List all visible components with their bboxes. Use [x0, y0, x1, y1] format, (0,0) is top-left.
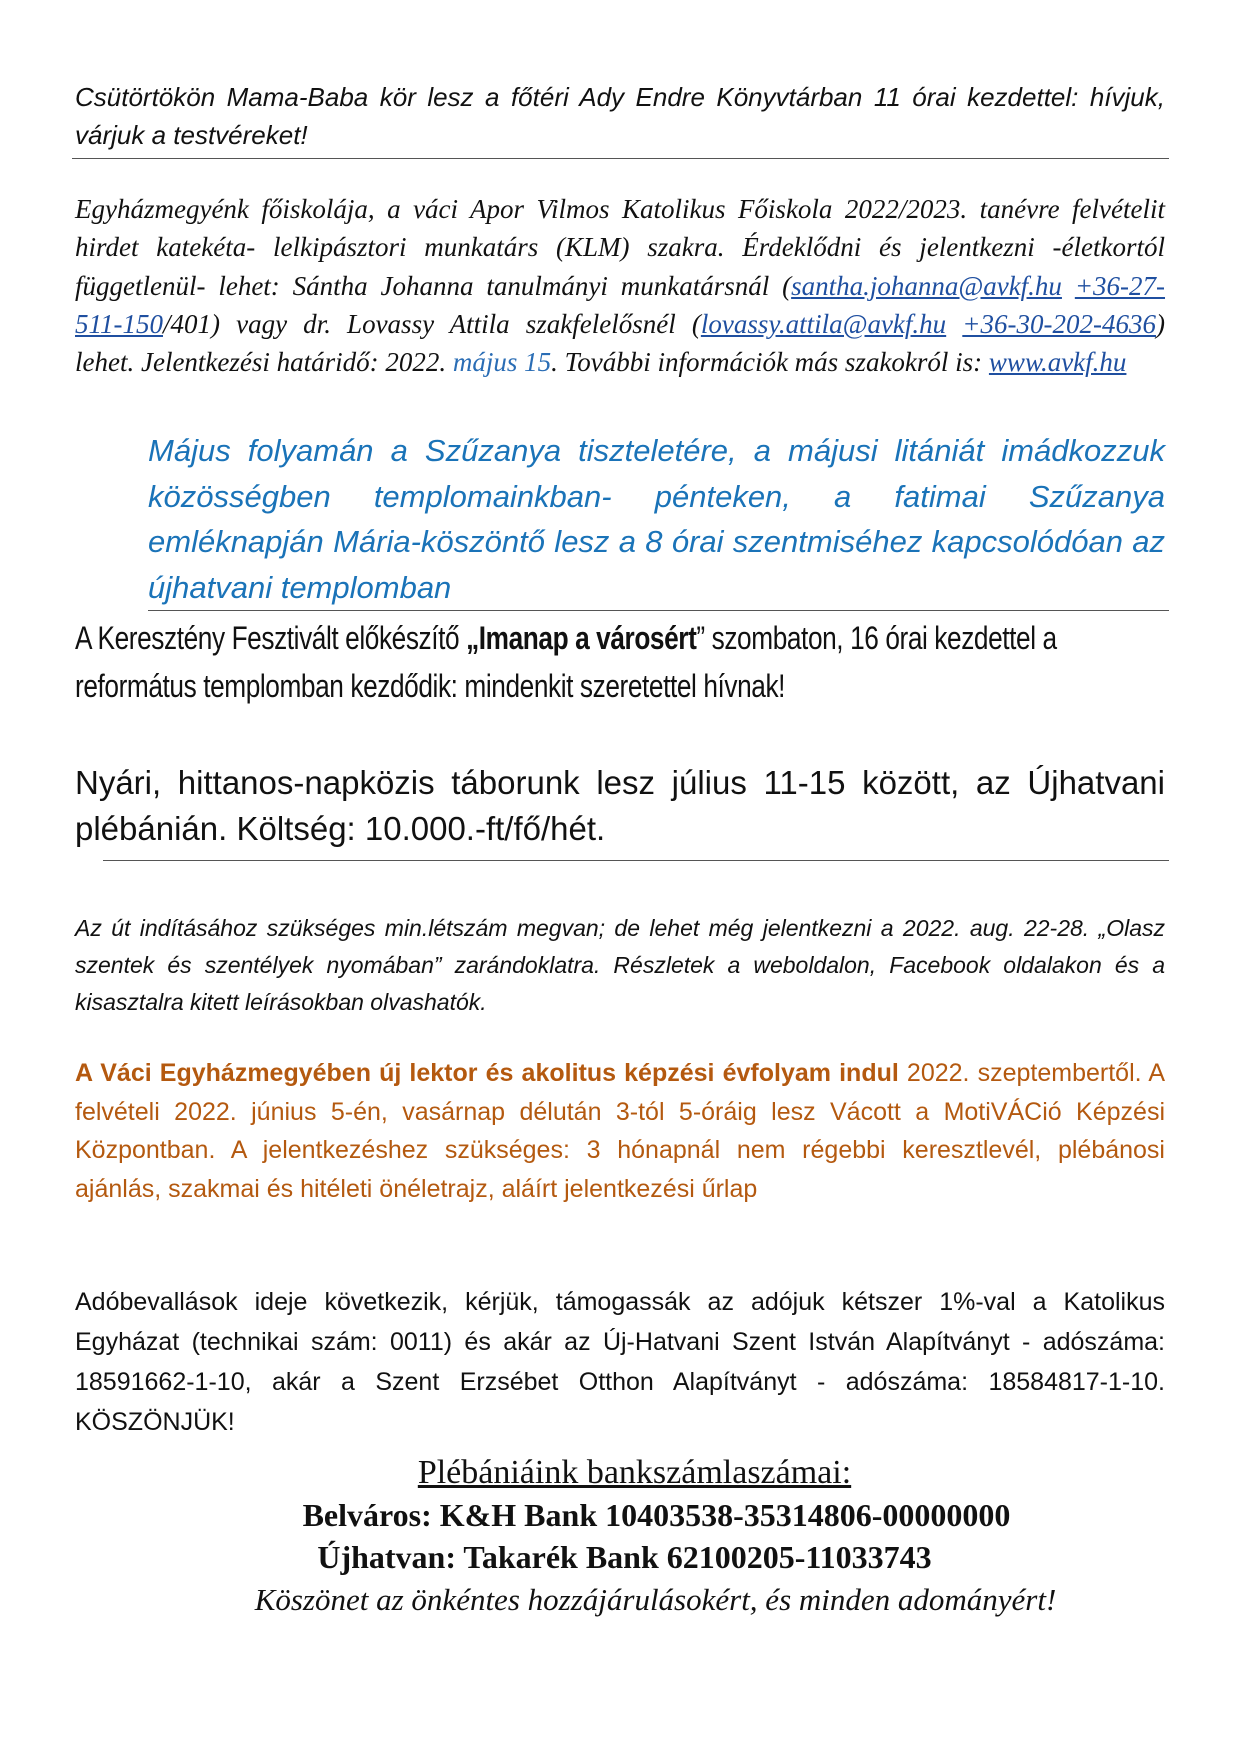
email-link-santha[interactable]: santha.johanna@avkf.hu — [791, 270, 1062, 301]
bank-title: Plébániáink bankszámlaszámai: — [417, 1454, 852, 1491]
bank-account-belvaros: Belváros: K&H Bank 10403538-35314806-00000000 — [302, 1497, 1011, 1533]
bank-account-ujhatvan: Újhatvan: Takarék Bank 62100205-11033743 — [317, 1539, 932, 1575]
email-link-lovassy[interactable]: lovassy.attila@avkf.hu — [700, 308, 947, 339]
phone-link-santha[interactable]: +36-27-511-150 — [75, 270, 1166, 339]
zarandoklat-announcement: Az út indításához szükséges min.létszám megvan; de lehet még jelentkezni a 2022. aug. 22-28. „Olasz szentek és szentélyek nyomában” zarándoklatra. Részletek a weboldalon, Facebook oldalakon és a kisasztalra kitett leírásokban olvashatók. — [75, 915, 1165, 1015]
majus-announcement: Május folyamán a Szűzanya tiszteletére, a májusi litániát imádkozzuk közösségben templomainkban- pénteken, a fatimai Szűzanya emléknapján Mária-köszöntő lesz a 8 órai szentmiséhez kapcsolódóan az újhatvani templomban — [148, 433, 1165, 605]
tabor-announcement: Nyári, hittanos-napközis táborunk lesz július 11-15 között, az Újhatvani plébánián. Költség: 10.000.-ft/fő/hét. — [75, 764, 1165, 847]
lektor-headline: A Váci Egyházmegyében új lektor és akolitus képzési évfolyam indul — [75, 1059, 899, 1087]
divider — [148, 610, 1169, 611]
foiskola-text: Egyházmegyénk főiskolája, a váci Apor Vilmos Katolikus Főiskola 2022/2023. tanévre felvételit hirdet katekéta- lelkipásztori munkatárs (KLM) szakra. Érdeklődni és jelentkezni -életkortól függetlenül- lehet: Sántha Johanna tanulmányi munkatársnál ( — [75, 194, 1165, 301]
deadline-date: május 15 — [452, 347, 552, 378]
lektor-text: 2022. szeptembertől. A felvételi 2022. június 5-én, vasárnap délután 3-tól 5-óráig lesz Vácott a MotiVÁCió Képzési Központban. A jelentkezéshez szükséges: 3 hónapnál nem régebbi keresztlevél, plébánosi ajánlás, szakmai és hitéleti önéletrajz, aláírt jelentkezési űrlap — [75, 1059, 1165, 1203]
foiskola-text: . További információk más szakokról is: — [551, 347, 989, 378]
foiskola-announcement — [75, 190, 1165, 381]
imanap-announcement — [75, 614, 1166, 710]
foiskola-text: ) lehet. Jelentkezési határidő: 2022. — [75, 308, 1165, 378]
divider — [103, 860, 1169, 861]
imanap-title: „Imanap a városért — [466, 620, 697, 656]
imanap-text: ” szombaton, 16 órai kezdettel a református templomban kezdődik: mindenkit szeretettel hívnak! — [75, 620, 1057, 704]
foiskola-text: /401) vagy dr. Lovassy Attila szakfelelősnél ( — [163, 308, 701, 339]
mama-baba-announcement: Csütörtökön Mama-Baba kör lesz a főtéri Ady Endre Könyvtárban 11 órai kezdettel: hívjuk, várjuk a testvéreket! — [75, 82, 1165, 150]
bank-section — [0, 1452, 1241, 1622]
ado-announcement: Adóbevallások ideje következik, kérjük, támogassák az adójuk kétszer 1%-val a Katolikus Egyházat (technikai szám: 0011) és akár az Új-Hatvani Szent István Alapítványt - adószáma: 18591662-1-10, akár a Szent Erzsébet Otthon Alapítványt - adószáma: 18584817-1-10. KÖSZÖNJÜK! — [75, 1288, 1165, 1436]
thanks-note: Köszönet az önkéntes hozzájárulásokért, és minden adományért! — [254, 1582, 1057, 1617]
lektor-announcement — [75, 1054, 1165, 1208]
imanap-text: A Keresztény Fesztivált előkészítő — [75, 620, 467, 656]
website-link[interactable]: www.avkf.hu — [988, 347, 1127, 378]
phone-link-lovassy[interactable]: +36-30-202-4636 — [962, 308, 1156, 339]
divider — [72, 158, 1169, 159]
